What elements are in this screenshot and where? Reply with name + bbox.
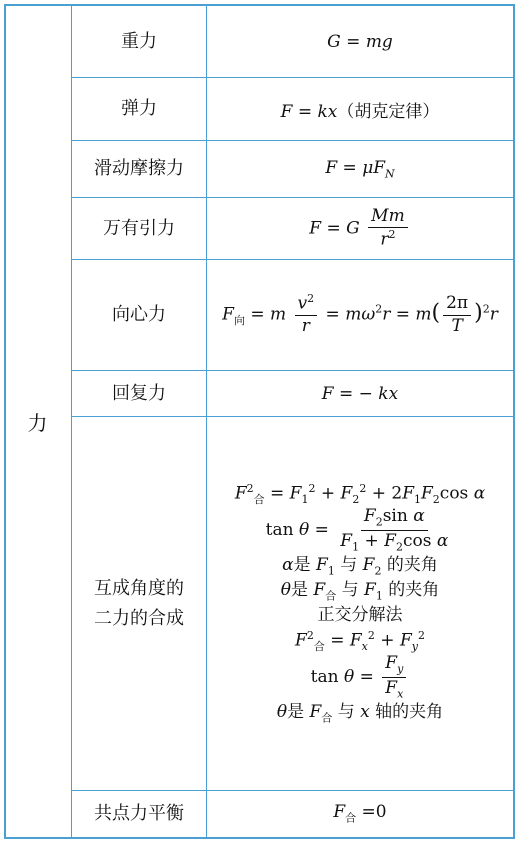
row-name: 回复力 xyxy=(112,382,166,404)
row-name: 共点力平衡 xyxy=(94,803,184,824)
row-formula: $F = \mu F_N$ xyxy=(325,157,395,181)
row-formula: F = G $\frac{Mm}{r^2}$ xyxy=(207,198,513,259)
category-label: 力 xyxy=(27,411,48,435)
row-name: 万有引力 xyxy=(103,217,175,239)
method-label: 正交分解法 xyxy=(317,604,403,625)
row-formula: $F_合 =0$ xyxy=(333,802,387,825)
row-name: 重力 xyxy=(121,30,157,52)
row-name: 弹力 xyxy=(121,98,157,119)
row-formula: $F^2_合 = F_1^2 + F_2^2 + 2F_1F_2\cos$ α tan θ = $\frac{F_2\sin \alpha}{F_1 + F_2\cos \alpha}$ α是 $F_1$ 与 $F_2$ 的夹角 θ是 $F_合$ 与 $F_1$ 的夹角 正交分解法 $F^2_合 = F_x^2 + F_y^2$ tan θ = $\frac{F_y}{F_x}$ θ是 $F_合$ 与 x 轴的夹角 xyxy=(234,481,486,725)
row-name: 互成角度的 二力的合成 xyxy=(94,577,184,629)
row-name: 滑动摩擦力 xyxy=(94,158,184,179)
row-name: 向心力 xyxy=(112,304,166,325)
row-formula: F = − kx xyxy=(321,383,399,404)
row-formula: G = mg xyxy=(327,31,393,52)
formula-note: （胡克定律） xyxy=(337,101,440,122)
row-formula: $F_向 = m$ $\frac{v^2}{r}$ = $m\omega^2r = m$( $\frac{2\pi}{T}$ )$^2$r xyxy=(222,292,498,337)
row-formula: F = kx（胡克定律） xyxy=(280,101,440,122)
